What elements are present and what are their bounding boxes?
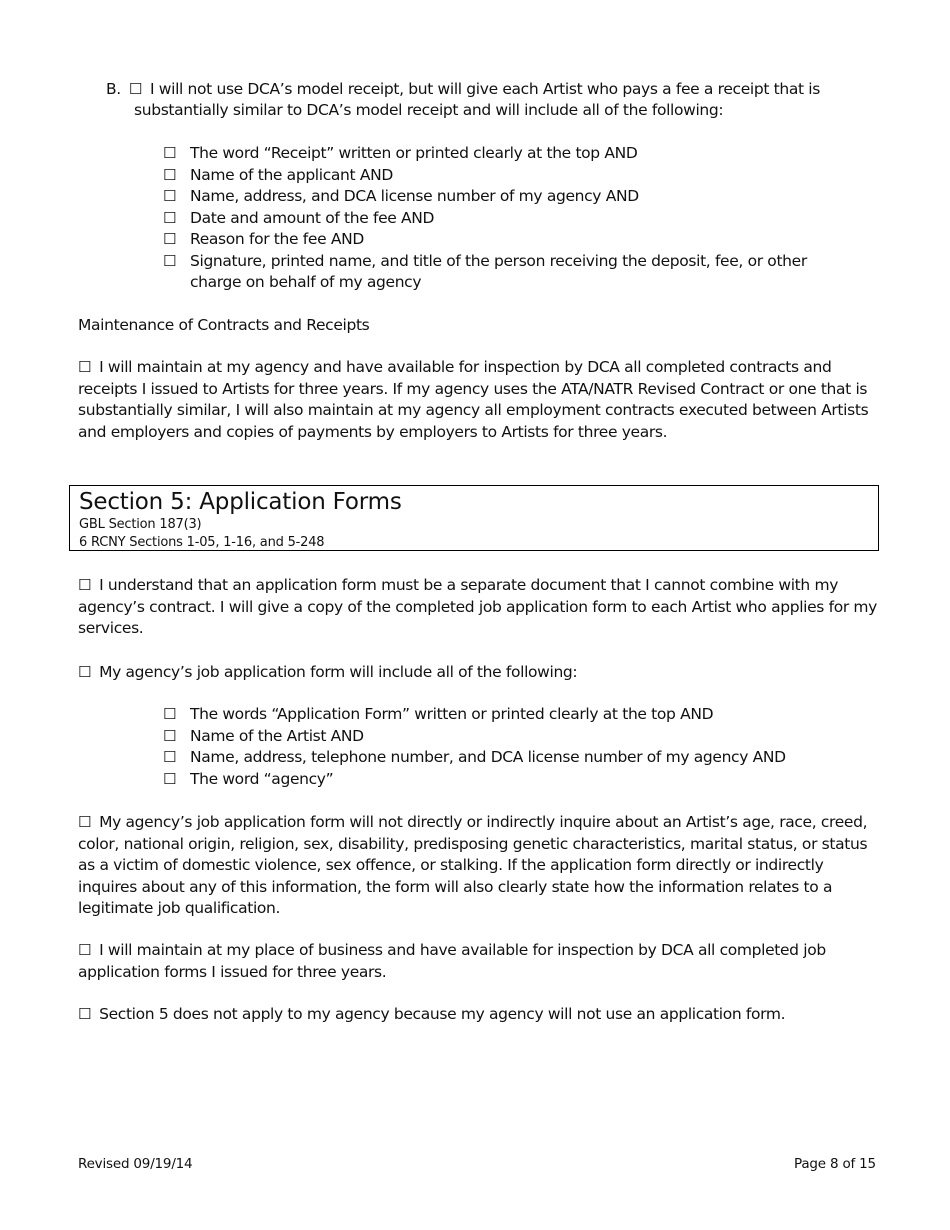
receipt-item-checkbox[interactable]: ☐ (163, 165, 177, 184)
maintenance-heading: Maintenance of Contracts and Receipts (78, 316, 370, 334)
maintenance-checkbox[interactable]: ☐ (78, 358, 92, 376)
separate-document-checkbox[interactable]: ☐ (78, 576, 92, 594)
form-item-checkbox[interactable]: ☐ (163, 705, 177, 723)
include-all-checkbox[interactable]: ☐ (78, 663, 92, 681)
no-inquiry-checkbox[interactable]: ☐ (78, 813, 92, 831)
form-item-checkbox[interactable]: ☐ (163, 726, 177, 745)
section-ref-gbl: GBL Section 187(3) (79, 517, 202, 532)
list-item-text: Name, address, and DCA license number of my agency AND (190, 187, 639, 205)
maintenance-paragraph (78, 357, 878, 443)
maintain-forms-paragraph (78, 940, 878, 983)
receipt-item-checkbox[interactable]: ☐ (163, 230, 177, 248)
receipt-requirements-list (163, 143, 863, 294)
option-b-letter: B. (106, 80, 121, 98)
receipt-item-checkbox[interactable]: ☐ (163, 251, 177, 270)
paragraph-text: I understand that an application form must be a separate document that I cannot combine with my agency’s contract. I will give a copy of the completed job application form to each Artist who applies for my services. (78, 576, 878, 637)
list-item-text: The words “Application Form” written or printed clearly at the top AND (190, 705, 714, 723)
list-item-text: The word “Receipt” written or printed clearly at the top AND (190, 144, 638, 162)
list-item-text: The word “agency” (190, 769, 334, 788)
list-item (163, 208, 863, 230)
list-item (163, 229, 863, 251)
maintain-forms-checkbox[interactable]: ☐ (78, 941, 92, 959)
list-item-text: Date and amount of the fee AND (190, 208, 435, 227)
option-b-text-line1: I will not use DCA’s model receipt, but will give each Artist who pays a fee a receipt that is (149, 80, 820, 98)
paragraph-text: Section 5 does not apply to my agency because my agency will not use an application form. (99, 1005, 786, 1023)
section-5-header (69, 485, 879, 551)
list-item-text: Name of the applicant AND (190, 165, 393, 184)
receipt-item-checkbox[interactable]: ☐ (163, 208, 177, 227)
list-item-text: Name, address, telephone number, and DCA license number of my agency AND (190, 748, 786, 766)
no-discriminatory-inquiry-paragraph (78, 812, 878, 920)
not-applicable-checkbox[interactable]: ☐ (78, 1005, 92, 1023)
form-item-checkbox[interactable]: ☐ (163, 769, 177, 788)
list-item (163, 726, 863, 748)
receipt-item-checkbox[interactable]: ☐ (163, 187, 177, 205)
application-form-requirements-list (163, 704, 863, 790)
list-item (163, 704, 863, 726)
page-number: Page 8 of 15 (794, 1156, 876, 1172)
list-item (163, 143, 863, 165)
option-b-checkbox[interactable]: ☐ (128, 80, 142, 98)
paragraph-text: I will maintain at my place of business and have available for inspection by DCA all completed job application forms I issued for three years. (78, 941, 826, 981)
section-ref-rcny: 6 RCNY Sections 1-05, 1-16, and 5-248 (79, 535, 325, 550)
list-item (163, 251, 855, 294)
list-item-text: Signature, printed name, and title of the person receiving the deposit, fee, or other charge on behalf of my agency (190, 251, 807, 291)
option-b-line1 (106, 79, 820, 99)
list-item (163, 769, 863, 791)
form-item-checkbox[interactable]: ☐ (163, 748, 177, 766)
option-b-text-line2: substantially similar to DCA’s model receipt and will include all of the following: (134, 101, 724, 119)
maintenance-text: I will maintain at my agency and have available for inspection by DCA all completed contracts and receipts I issued to Artists for three years. If my agency uses the ATA/NATR Revised Contract or one that is substantially similar, I will also maintain at my agency all employment contracts executed between Artists and employers and copies of payments by employers to Artists for three years. (78, 358, 869, 441)
revision-date: Revised 09/19/14 (78, 1156, 193, 1172)
list-item-text: Name of the Artist AND (190, 726, 364, 745)
list-item (163, 186, 863, 208)
paragraph-text: My agency’s job application form will not directly or indirectly inquire about an Artist’s age, race, creed, color, national origin, religion, sex, disability, predisposing genetic characteristics, marital status, or status as a victim of domestic violence, sex offence, or stalking. If the application form directly or indirectly inquires about any of this information, the form will also clearly state how the information relates to a legitimate job qualification. (78, 813, 868, 917)
not-applicable-paragraph (78, 1004, 878, 1026)
option-b-line2 (134, 100, 723, 120)
application-form-include-paragraph (78, 662, 878, 684)
application-form-separate-paragraph (78, 575, 878, 640)
list-item (163, 165, 863, 187)
section-title: Section 5: Application Forms (79, 489, 402, 515)
paragraph-text: My agency’s job application form will include all of the following: (99, 663, 578, 681)
list-item-text: Reason for the fee AND (190, 230, 364, 248)
receipt-item-checkbox[interactable]: ☐ (163, 144, 177, 162)
list-item (163, 747, 863, 769)
